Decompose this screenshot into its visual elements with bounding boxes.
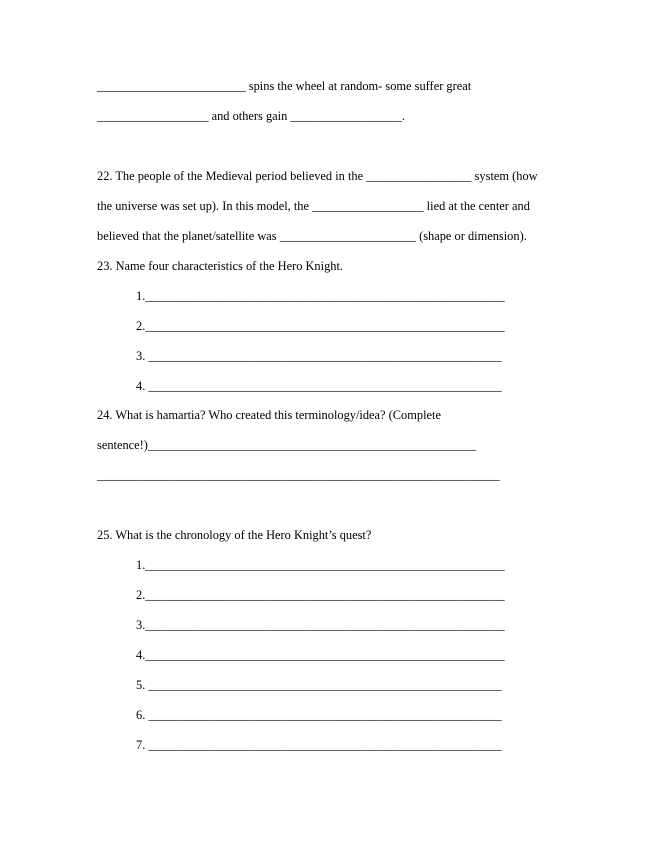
q22-line-3: believed that the planet/satellite was ______________________ (shape or dimension).	[97, 229, 527, 243]
q23-item-1: 1.__________________________________________________________	[136, 289, 505, 303]
q25-item-5: 5. _________________________________________________________	[136, 678, 502, 692]
q23-item-2: 2.__________________________________________________________	[136, 319, 505, 333]
q25-item-3: 3.__________________________________________________________	[136, 618, 505, 632]
q23-item-4: 4. _________________________________________________________	[136, 379, 502, 393]
q25-item-7: 7. _________________________________________________________	[136, 738, 502, 752]
q23-item-3: 3. _________________________________________________________	[136, 349, 502, 363]
intro-line-2: __________________ and others gain __________________.	[97, 109, 406, 123]
q25-item-4: 4.__________________________________________________________	[136, 648, 505, 662]
q25-item-2: 2.__________________________________________________________	[136, 588, 505, 602]
q25-prompt: 25. What is the chronology of the Hero Knight’s quest?	[97, 528, 372, 542]
intro-line-1: ________________________ spins the wheel at random- some suffer great	[97, 79, 472, 93]
q23-prompt: 23. Name four characteristics of the Hero Knight.	[97, 259, 344, 273]
q24-line-2: sentence!)_____________________________________________________	[97, 438, 477, 452]
q22-line-2: the universe was set up). In this model, the __________________ lied at the center and	[97, 199, 530, 213]
q25-item-1: 1.__________________________________________________________	[136, 558, 505, 572]
q24-line-1: 24. What is hamartia? Who created this terminology/idea? (Complete	[97, 408, 441, 422]
q22-line-1: 22. The people of the Medieval period believed in the _________________ system (how	[97, 169, 538, 183]
q24-line-3: _________________________________________________________________	[97, 468, 500, 482]
q25-item-6: 6. _________________________________________________________	[136, 708, 502, 722]
